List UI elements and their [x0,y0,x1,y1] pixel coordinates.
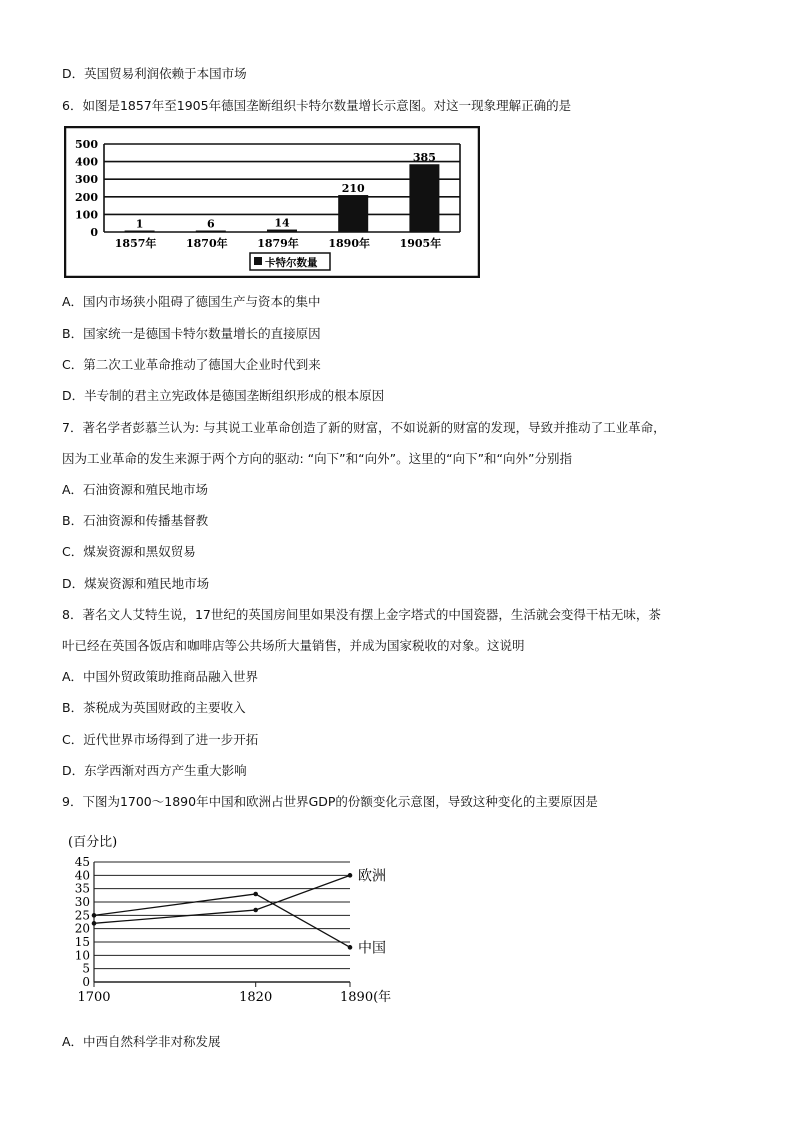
bar [409,164,439,232]
x-tick-label: 1820 [239,990,273,1005]
x-tick-label: 1857年 [114,237,157,250]
y-tick-label: 35 [74,881,90,896]
data-label: 385 [412,151,436,165]
question-7-option-d: D．煤炭资源和殖民地市场 [62,576,210,591]
data-point [253,908,258,913]
y-tick-label: 200 [75,190,98,204]
data-label: 14 [274,216,290,230]
data-point [92,921,97,926]
data-point [253,892,258,897]
x-tick-label: 1905年 [399,237,442,250]
legend-swatch [254,257,262,265]
y-tick-label: 10 [74,948,90,963]
y-tick-label: 0 [90,226,98,239]
data-point [348,873,353,878]
question-7-option-a: A．石油资源和殖民地市场 [62,482,209,497]
legend [250,253,330,270]
x-tick-label: 1700 [77,990,111,1005]
question-8-option-a: A．中国外贸政策助推商品融入世界 [62,669,259,684]
y-tick-label: 100 [75,208,98,222]
question-6-stem: 6．如图是1857年至1905年德国垄断组织卡特尔数量增长示意图。对这一现象理解正确的是 [62,98,572,113]
question-6-option-d: D．半专制的君主立宪政体是德国垄断组织形成的根本原因 [62,388,385,403]
question-8-option-b: B．茶税成为英国财政的主要收入 [62,700,246,715]
series-label: 欧洲 [358,868,386,885]
question-7-stem-line2: 因为工业革命的发生来源于两个方向的驱动: “向下”和“向外”。这里的“向下”和“向外”分别指 [62,451,572,466]
y-tick-label: 20 [74,921,90,936]
bar [196,231,226,233]
data-point [92,913,97,918]
bar [267,230,297,232]
question-8-stem-line2: 叶已经在英国各饭店和咖啡店等公共场所大量销售，并成为国家税收的对象。这说明 [62,638,525,653]
question-7-option-b: B．石油资源和传播基督教 [62,513,209,528]
y-tick-label: 40 [74,868,90,883]
question-6-option-c: C．第二次工业革命推动了德国大企业时代到来 [62,357,321,372]
gdp-share-line-chart [62,830,392,1008]
y-tick-label: 15 [74,935,90,949]
data-label: 1 [135,217,144,231]
question-7-stem-line1: 7．著名学者彭慕兰认为: 与其说工业革命创造了新的财富，不如说新的财富的发现，导致并推动了工业革命， [62,420,666,435]
question-8-option-d: D．东学西渐对西方产生重大影响 [62,763,247,778]
y-tick-label: 500 [75,138,98,151]
x-tick-label: 1879年 [257,237,299,250]
series-label: 中国 [358,940,386,957]
x-tick-label: 1890年 [328,237,371,250]
question-5-option-d: D．英国贸易利润依赖于本国市场 [62,66,247,81]
question-6-option-a: A．国内市场狭小阻碍了德国生产与资本的集中 [62,294,321,309]
y-tick-label: 45 [74,855,90,869]
y-tick-label: 0 [82,975,90,989]
x-tick-label: 1870年 [185,237,228,250]
y-tick-label: 400 [75,155,98,169]
question-9-option-a: A．中西自然科学非对称发展 [62,1034,221,1049]
y-tick-label: 300 [75,173,98,187]
question-9-stem: 9．下图为1700～1890年中国和欧洲占世界GDP的份额变化示意图，导致这种变化的主要原因是 [62,794,598,809]
cartel-bar-chart [64,126,480,278]
data-label: 6 [206,217,215,231]
data-label: 210 [341,182,365,196]
series-line [94,875,350,923]
question-7-option-c: C．煤炭资源和黑奴贸易 [62,544,196,559]
x-tick-label: 1890(年) [340,990,392,1005]
question-6-option-b: B．国家统一是德国卡特尔数量增长的直接原因 [62,326,321,341]
question-8-option-c: C．近代世界市场得到了进一步开拓 [62,732,259,747]
y-tick-label: 5 [82,961,90,976]
y-tick-label: 25 [74,908,90,923]
y-tick-label: 30 [74,895,90,909]
bar [125,231,155,233]
bar [338,195,368,232]
y-unit-label: (百分比) [68,835,118,850]
question-8-stem-line1: 8．著名文人艾特生说，17世纪的英国房间里如果没有摆上金字塔式的中国瓷器，生活就会变得干枯无味，茶 [62,607,661,622]
data-point [348,945,353,950]
legend-label: 卡特尔数量 [265,257,318,269]
